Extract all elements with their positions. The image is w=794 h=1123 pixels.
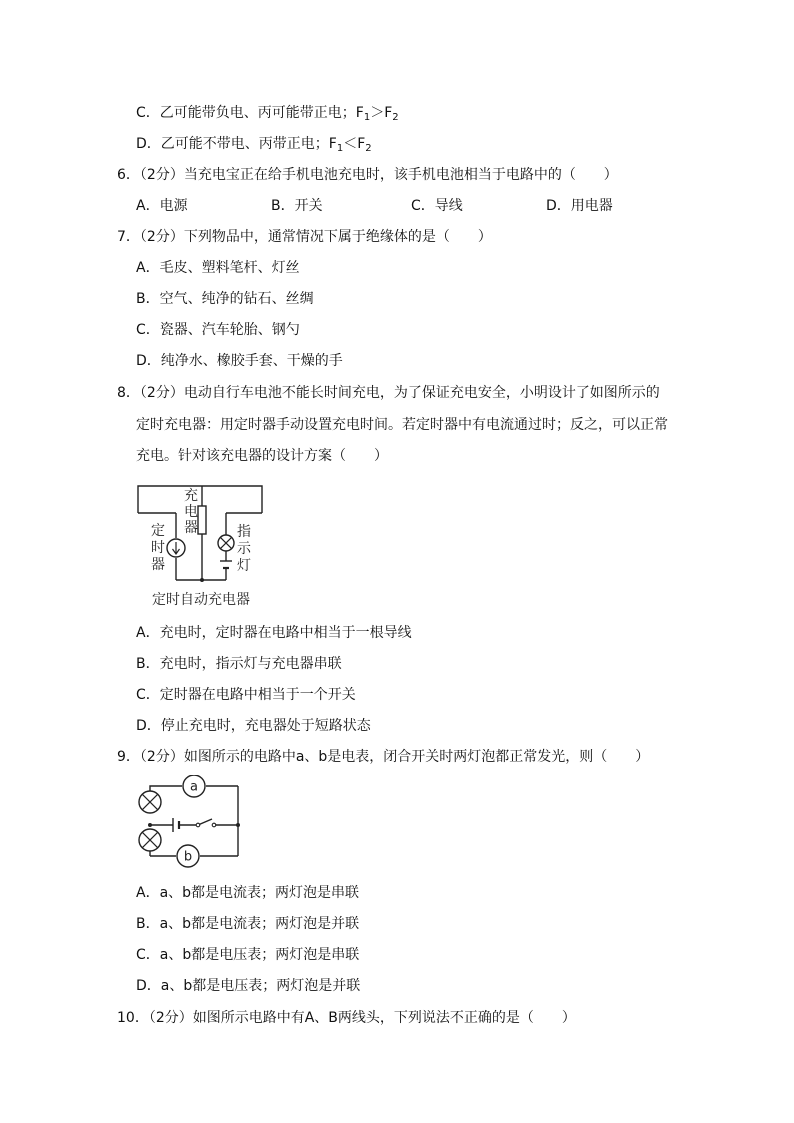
subscript: 1 (336, 143, 344, 154)
subscript: 2 (365, 143, 372, 154)
cross-icon (220, 537, 231, 548)
q10-stem: 10．（2分）如图所示电路中有A、B两线头，下列说法不正确的是（ ） (117, 1010, 576, 1026)
q9-stem: 9．（2分）如图所示的电路中a、b是电表，闭合开关时两灯泡都正常发光，则（ ） (117, 749, 650, 765)
q7-option-a: A．毛皮、塑料笔杆、灯丝 (136, 260, 300, 276)
q6-option-c: C．导线 (411, 198, 463, 214)
q9-option-d: D．a、b都是电压表；两灯泡是并联 (136, 978, 361, 994)
q7-option-d: D．纯净水、橡胶手套、干燥的手 (136, 353, 343, 369)
subscript: 2 (392, 112, 399, 123)
q9-circuit-diagram (130, 775, 245, 870)
lamp-label-3: 灯 (237, 558, 251, 574)
timer-label-1: 定 (151, 523, 165, 539)
q8-option-c: C．定时器在电路中相当于一个开关 (136, 687, 356, 703)
q6-option-b: B．开关 (271, 198, 323, 214)
switch-contact (196, 823, 200, 827)
q7-stem: 7．（2分）下列物品中，通常情况下属于绝缘体的是（ ） (117, 229, 492, 245)
meter-b-label: b (183, 849, 193, 865)
q6-option-d: D．用电器 (546, 198, 613, 214)
q9-option-b: B．a、b都是电流表；两灯泡是并联 (136, 916, 360, 932)
timer-label-2: 时 (151, 540, 165, 556)
q5-option-c-text: C．乙可能带负电、丙可能带正电；F (136, 105, 364, 121)
q8-option-a: A．充电时，定时器在电路中相当于一根导线 (136, 625, 412, 641)
lamp-label-1: 指 (237, 524, 251, 540)
charger-label-2: 电 (184, 504, 198, 520)
junction-dot (236, 823, 240, 827)
q8-stem-line-3: 充电。针对该充电器的设计方案（ ） (136, 448, 388, 464)
figure-caption: 定时自动充电器 (152, 592, 250, 608)
q5-option-d (136, 135, 372, 158)
q5-option-c-text: ＞F (370, 105, 393, 121)
q9-option-c: C．a、b都是电压表；两灯泡是串联 (136, 947, 360, 963)
q8-option-b: B．充电时，指示灯与充电器串联 (136, 656, 342, 672)
q6-option-a: A．电源 (136, 198, 188, 214)
q8-stem-line-2: 定时充电器：用定时器手动设置充电时间。若定时器中有电流通过时；反之，可以正常 (136, 417, 668, 433)
arrow-down-icon (173, 542, 180, 554)
q8-circuit-diagram (130, 478, 270, 613)
timer-label-3: 器 (151, 557, 165, 573)
q9-option-a: A．a、b都是电流表；两灯泡是串联 (136, 885, 360, 901)
q7-option-c: C．瓷器、汽车轮胎、钢勺 (136, 322, 300, 338)
q5-option-d-text: ＜F (343, 136, 366, 152)
q8-option-d: D．停止充电时，充电器处于短路状态 (136, 718, 371, 734)
lamp-label-2: 示 (237, 541, 251, 557)
charger-label-3: 器 (184, 520, 198, 536)
q8-stem-line-1: 8．（2分）电动自行车电池不能长时间充电，为了保证充电安全，小明设计了如图所示的 (117, 385, 660, 401)
q6-stem: 6．（2分）当充电宝正在给手机电池充电时，该手机电池相当于电路中的（ ） (117, 167, 618, 183)
switch-contact (212, 823, 216, 827)
junction-dot (148, 823, 152, 827)
charger-label-1: 充 (184, 488, 198, 504)
subscript: 1 (363, 112, 371, 123)
q5-option-c (136, 104, 399, 127)
junction-dot (200, 578, 204, 582)
q7-option-b: B．空气、纯净的钻石、丝绸 (136, 291, 314, 307)
q5-option-d-text: D．乙可能不带电、丙带正电；F (136, 136, 337, 152)
meter-a-label: a (190, 779, 198, 795)
